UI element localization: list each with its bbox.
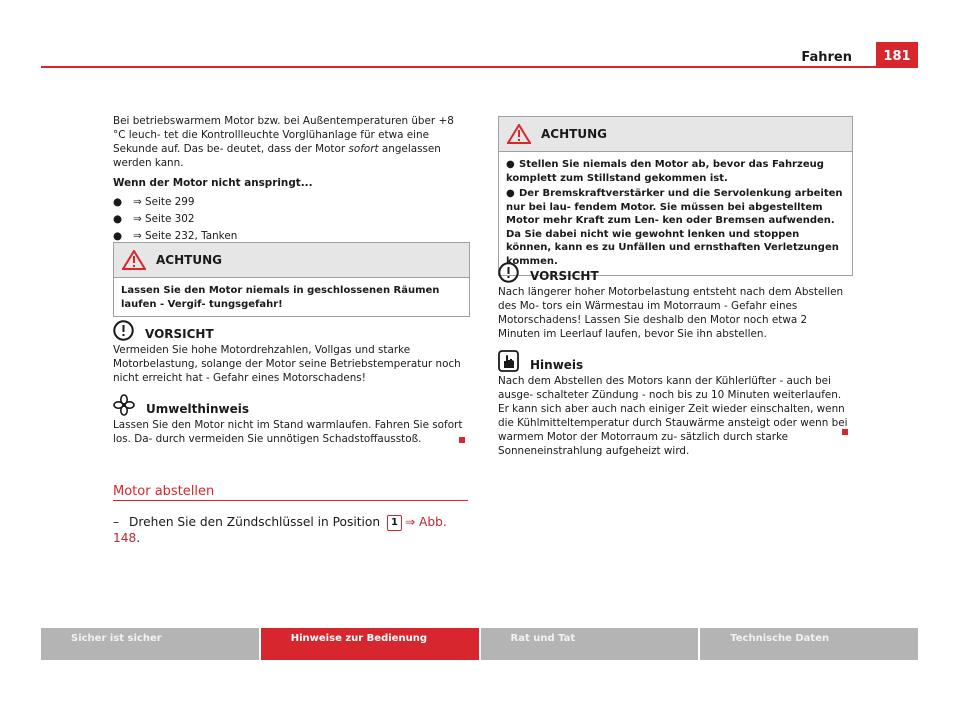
step-instruction (113, 515, 469, 545)
caution-exclamation-icon (113, 320, 134, 341)
warning-title: ACHTUNG (541, 127, 607, 141)
page-reference-link[interactable]: ⇒ Seite 299 (133, 196, 195, 208)
bullet-dot: ● (506, 188, 515, 199)
section-title: Motor abstellen (113, 484, 215, 499)
caution-text: Nach längerer hoher Motorbelastung entsteht nach dem Abstellen des Mo- tors ein Wärmestau im Motorraum - Gefahr eines Motorschadens! Lassen Sie deshalb den Motor noch etwa 2 Minuten im Leerlauf laufen, bevor Sie ihn abstellen. (498, 286, 844, 340)
caution-exclamation-icon (498, 262, 519, 283)
note-title: Hinweis (530, 358, 584, 372)
intro-paragraph (113, 114, 469, 170)
warning-box (113, 242, 470, 317)
warning-header (499, 117, 852, 152)
figure-reference-link[interactable]: ⇒ Abb. 148 (113, 515, 447, 545)
warning-box-right (498, 116, 853, 276)
list-item[interactable] (113, 229, 469, 243)
warning-title: ACHTUNG (156, 253, 222, 267)
page-header-title: Fahren (801, 50, 852, 65)
page-number: 181 (876, 42, 918, 68)
step-end: . (136, 531, 141, 545)
list-item[interactable] (113, 195, 469, 209)
left-column (113, 114, 469, 246)
note-hand-icon (498, 350, 519, 372)
environment-header (113, 394, 469, 416)
step-text: Drehen Sie den Zündschlüssel in Position (128, 515, 381, 529)
tab-technische-daten[interactable]: Technische Daten (700, 628, 918, 660)
section-end-marker (842, 429, 848, 435)
tab-hinweise-zur-bedienung[interactable]: Hinweise zur Bedienung (261, 628, 481, 660)
bullet-dot: ● (113, 196, 123, 208)
environment-block (113, 394, 469, 446)
caution-title: VORSICHT (145, 327, 214, 341)
caution-title: VORSICHT (530, 269, 599, 283)
environment-title: Umwelthinweis (146, 402, 250, 416)
caution-header (113, 320, 469, 341)
page-reference-link[interactable]: ⇒ Seite 232, Tanken (133, 230, 238, 242)
tab-sicher-ist-sicher[interactable]: Sicher ist sicher (41, 628, 261, 660)
caution-block-right (498, 262, 852, 341)
note-text: Nach dem Abstellen des Motors kann der Kühlerlüfter - auch bei ausge- schalteter Zündung - noch bis zu 10 Minuten weiterlaufen. Er kann sich aber auch nach einiger Zeit wieder einschalten, wenn die Kühlmitteltemperatur durch Stauwärme ansteigt oder wenn bei warmem Motor der Motorraum zu- sätzlich durch starke Sonneneinstrahlung aufgeheizt wird. (498, 375, 848, 457)
warning-text: Lassen Sie den Motor niemals in geschlossenen Räumen laufen - Vergif- tungsgefahr! (121, 285, 440, 310)
warning-header (114, 243, 469, 278)
bullet-dot: ● (113, 213, 123, 225)
footer-nav (41, 628, 918, 660)
warning-triangle-icon (507, 124, 531, 144)
bullet-dot: ● (113, 230, 123, 242)
header-rule (41, 66, 876, 68)
environment-flower-icon (113, 394, 135, 416)
warning-triangle-icon (122, 250, 146, 270)
section-rule (113, 500, 468, 501)
warning-item (506, 158, 845, 185)
warning-item (506, 187, 845, 268)
step-dash: – (113, 515, 120, 529)
bullet-dot: ● (506, 159, 515, 170)
caution-header (498, 262, 852, 283)
note-block (498, 350, 852, 458)
caution-block (113, 320, 469, 385)
note-header (498, 350, 852, 372)
list-item[interactable] (113, 212, 469, 226)
environment-text: Lassen Sie den Motor nicht im Stand warmlaufen. Fahren Sie sofort los. Da- durch vermeiden Sie unnötigen Schadstoffausstoß. (113, 419, 463, 445)
warning-item-text: Der Bremskraftverstärker und die Servolenkung arbeiten nur bei lau- fendem Motor. Sie müssen bei abgestelltem Motor mehr Kraft zum Len- ken oder Bremsen aufwenden. Da Sie dabei nicht wie gewohnt lenken und stoppen können, kann es zu Unfällen und ernsthaften Verletzungen kommen. (506, 188, 843, 267)
warning-list (499, 152, 852, 275)
intro-emphasis: sofort (348, 143, 379, 155)
no-start-heading: Wenn der Motor nicht anspringt... (113, 177, 313, 189)
tab-rat-und-tat[interactable]: Rat und Tat (481, 628, 701, 660)
intro-text: Bei betriebswarmem Motor bzw. bei Außentemperaturen über +8 °C leuch- tet die Kontrollleuchte Vorglühanlage für etwa eine Sekunde auf. Das be- deutet, dass der Motor (113, 115, 454, 155)
caution-text: Vermeiden Sie hohe Motordrehzahlen, Vollgas und starke Motorbelastung, solange der Motor seine Betriebstemperatur noch nicht erreicht hat - Gefahr eines Motorschadens! (113, 344, 461, 384)
position-badge: 1 (387, 515, 402, 531)
warning-item-text: Stellen Sie niemals den Motor ab, bevor das Fahrzeug komplett zum Stillstand gekommen ist. (506, 159, 824, 184)
page-reference-link[interactable]: ⇒ Seite 302 (133, 213, 195, 225)
section-end-marker (459, 437, 465, 443)
intro-text-end: angelassen werden kann. (113, 143, 441, 169)
